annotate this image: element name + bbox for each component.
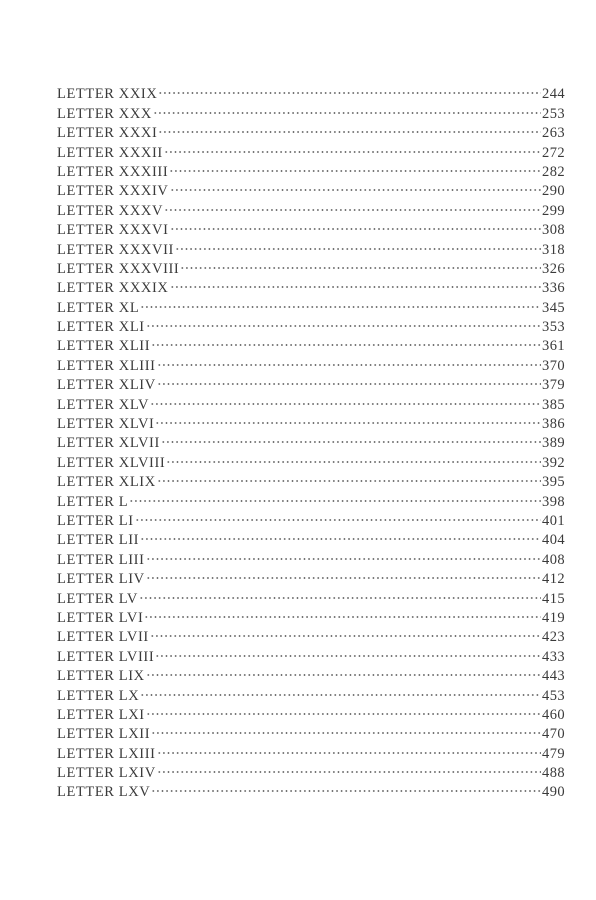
toc-entry-label: LETTER L [57, 493, 129, 510]
toc-entry-page-number: 408 [542, 551, 565, 568]
dot-leader [155, 641, 541, 660]
toc-entry-label: LETTER XXX [57, 105, 152, 122]
dot-leader [157, 467, 541, 486]
toc-entry-page-number: 398 [542, 493, 565, 510]
dot-leader [157, 758, 541, 777]
toc-entry-page-number: 272 [542, 144, 565, 161]
toc-entry-page-number: 290 [542, 183, 565, 200]
dot-leader [170, 176, 542, 195]
toc-entry-label: LETTER LX [57, 687, 140, 704]
toc-entry-label: LETTER XLIII [57, 357, 156, 374]
toc-entry-page-number: 460 [542, 706, 565, 723]
dot-leader [164, 195, 541, 214]
toc-entry-page-number: 419 [542, 609, 565, 626]
dot-leader [170, 273, 542, 292]
dot-leader [170, 215, 542, 234]
toc-entry-label: LETTER XXXIV [57, 183, 169, 200]
dot-leader [140, 680, 541, 699]
toc-entry-label: LETTER XLII [57, 338, 151, 355]
toc-entry-page-number: 308 [542, 222, 565, 239]
toc-entry-page-number: 326 [542, 260, 565, 277]
dot-leader [151, 719, 541, 738]
toc-entry-page-number: 443 [542, 668, 565, 685]
toc-entry [57, 506, 565, 529]
toc-entry-label: LETTER LVII [57, 629, 149, 646]
toc-entry-label: LETTER XLVIII [57, 454, 166, 471]
toc-entry-page-number: 412 [542, 571, 565, 588]
toc-entry-label: LETTER XLIV [57, 377, 156, 394]
toc-entry-label: LETTER LI [57, 512, 134, 529]
dot-leader [146, 544, 542, 563]
toc-entry-page-number: 299 [542, 202, 565, 219]
toc-entry-label: LETTER LXII [57, 726, 151, 743]
dot-leader [155, 409, 541, 428]
toc-entry-label: LETTER XXIX [57, 86, 158, 103]
dot-leader [146, 564, 541, 583]
dot-leader [175, 234, 541, 253]
toc-entry-page-number: 370 [542, 357, 565, 374]
toc-entry-page-number: 423 [542, 629, 565, 646]
dot-leader [150, 389, 541, 408]
dot-leader [146, 700, 541, 719]
dot-leader [169, 157, 541, 176]
dot-leader [157, 370, 541, 389]
dot-leader [144, 603, 541, 622]
toc-entry-label: LETTER LIV [57, 571, 145, 588]
toc-entry-page-number: 433 [542, 648, 565, 665]
dot-leader [140, 525, 541, 544]
toc-entry [57, 486, 565, 510]
dot-leader [129, 486, 541, 505]
dot-leader [161, 428, 541, 447]
toc-entry-label: LETTER XL [57, 299, 140, 316]
toc-entry-page-number: 253 [542, 105, 565, 122]
toc-entry-page-number: 361 [542, 338, 565, 355]
toc-entry-page-number: 453 [542, 687, 565, 704]
toc-entry-label: LETTER LII [57, 532, 140, 549]
dot-leader [151, 777, 541, 796]
toc-entry-page-number: 392 [542, 454, 565, 471]
dot-leader [157, 738, 541, 757]
toc-entry-page-number: 401 [542, 512, 565, 529]
toc-entry-page-number: 395 [542, 474, 565, 491]
dot-leader [150, 622, 541, 641]
toc-entry-label: LETTER XXXIX [57, 280, 169, 297]
toc-entry-label: LETTER LVIII [57, 648, 155, 665]
toc-entry-page-number: 336 [542, 280, 565, 297]
toc-entry-label: LETTER LIII [57, 551, 145, 568]
toc-entry-page-number: 345 [542, 299, 565, 316]
toc-entry-label: LETTER XXXII [57, 144, 163, 161]
dot-leader [158, 79, 541, 98]
dot-leader [140, 292, 541, 311]
dot-leader [151, 331, 541, 350]
toc-entry-label: LETTER LVI [57, 609, 144, 626]
toc-entry-label: LETTER XLV [57, 396, 150, 413]
toc-entry-label: LETTER XLVII [57, 435, 160, 452]
table-of-contents [57, 79, 565, 801]
toc-entry-label: LETTER LXV [57, 784, 151, 801]
toc-entry-page-number: 318 [542, 241, 565, 258]
dot-leader [158, 118, 541, 137]
toc-entry-page-number: 415 [542, 590, 565, 607]
toc-entry-label: LETTER XXXV [57, 202, 164, 219]
dot-leader [146, 661, 541, 680]
toc-entry-label: LETTER XLIX [57, 474, 156, 491]
toc-entry-label: LETTER LV [57, 590, 138, 607]
toc-entry-label: LETTER LXIV [57, 765, 156, 782]
toc-entry-page-number: 470 [542, 726, 565, 743]
toc-entry-label: LETTER XLI [57, 319, 145, 336]
toc-entry-page-number: 389 [542, 435, 565, 452]
toc-entry-label: LETTER LXIII [57, 745, 156, 762]
dot-leader [153, 98, 541, 117]
toc-entry-page-number: 385 [542, 396, 565, 413]
toc-entry-label: LETTER LIX [57, 668, 145, 685]
dot-leader [180, 254, 541, 273]
dot-leader [157, 350, 541, 369]
toc-entry-label: LETTER XXXIII [57, 163, 169, 180]
dot-leader [164, 137, 541, 156]
dot-leader [139, 583, 541, 602]
toc-entry-label: LETTER XXXI [57, 125, 158, 142]
toc-entry-label: LETTER XXXVI [57, 222, 169, 239]
toc-entry-page-number: 282 [542, 163, 565, 180]
toc-entry-label: LETTER XXXVIII [57, 260, 180, 277]
toc-entry-label: LETTER XXXVII [57, 241, 174, 258]
dot-leader [146, 312, 541, 331]
toc-entry-label: LETTER LXI [57, 706, 145, 723]
toc-entry-page-number: 379 [542, 377, 565, 394]
dot-leader [166, 447, 541, 466]
toc-entry-page-number: 263 [542, 125, 565, 142]
toc-entry-page-number: 386 [542, 416, 565, 433]
dot-leader [135, 506, 541, 525]
toc-entry-page-number: 404 [542, 532, 565, 549]
toc-entry-page-number: 488 [542, 765, 565, 782]
toc-entry-page-number: 244 [542, 86, 565, 103]
toc-entry-page-number: 353 [542, 319, 565, 336]
toc-entry-page-number: 479 [542, 745, 565, 762]
toc-entry-page-number: 490 [542, 784, 565, 801]
toc-entry-label: LETTER XLVI [57, 416, 155, 433]
toc-entry [57, 79, 565, 103]
